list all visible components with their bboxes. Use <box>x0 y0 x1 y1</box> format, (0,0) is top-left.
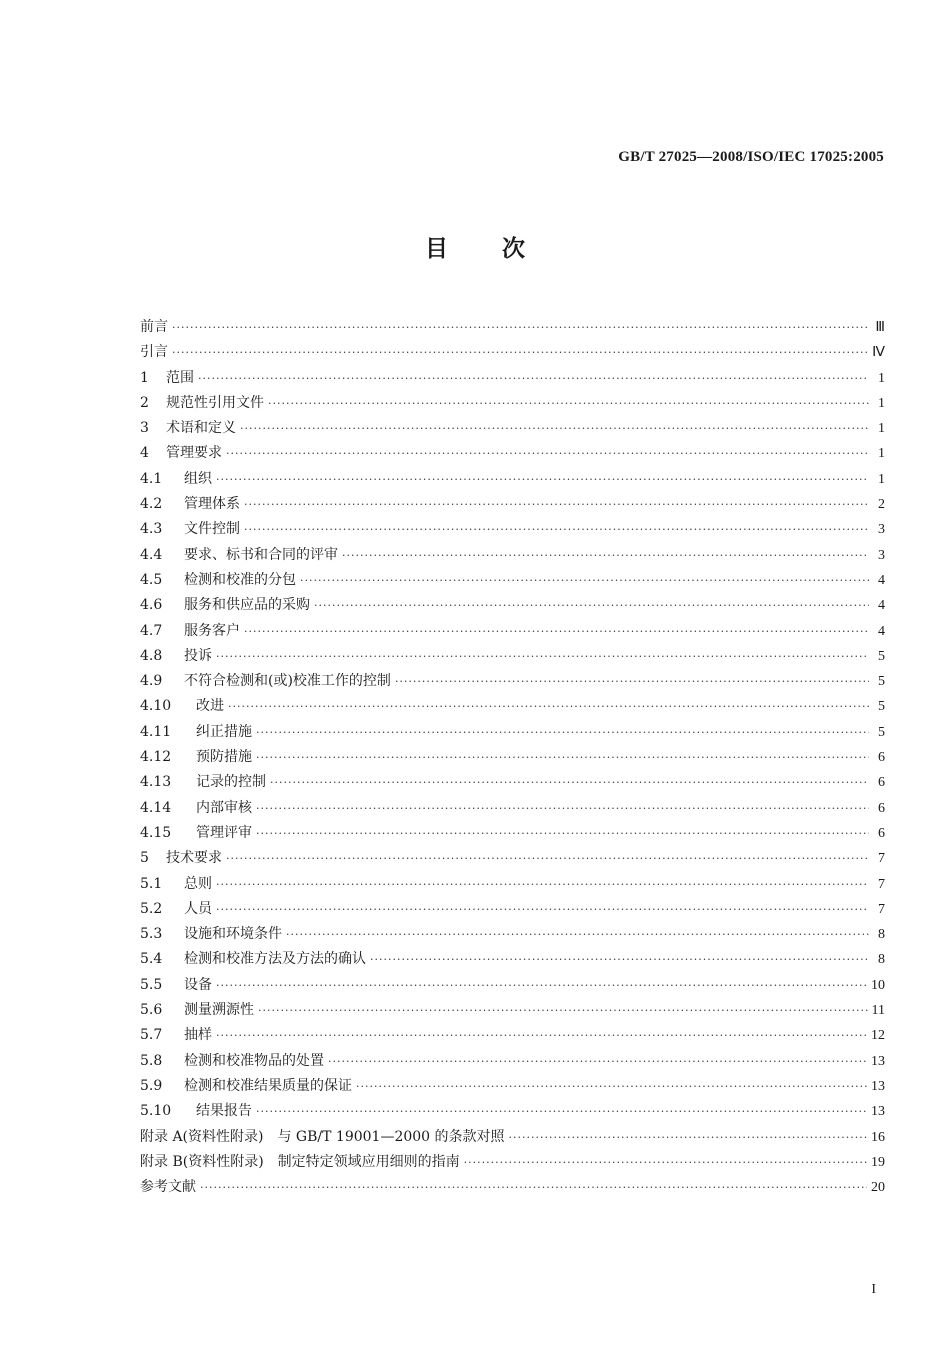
toc-entry-number: 5.6 <box>140 1002 163 1019</box>
toc-entry-number: 5.2 <box>140 900 163 917</box>
toc-entry[interactable] <box>140 391 885 416</box>
toc-entry-title: 检测和校准的分包 <box>184 571 296 588</box>
toc-entry-page: 6 <box>878 750 885 766</box>
toc-entry-title: 参考文献 <box>140 1179 196 1196</box>
toc-entry-number: 4.2 <box>140 496 163 513</box>
toc-entry-title: 规范性引用文件 <box>166 394 264 411</box>
toc-entry-number: 4.3 <box>140 521 163 538</box>
toc-entry[interactable] <box>140 1023 885 1048</box>
toc-dot-leader <box>268 391 869 416</box>
toc-entry[interactable] <box>140 720 885 745</box>
toc-entry-title: 检测和校准结果质量的保证 <box>184 1077 352 1094</box>
toc-entry-title: 设备 <box>184 976 212 993</box>
toc-entry-page: 6 <box>878 825 885 841</box>
toc-entry-page: 7 <box>878 876 885 892</box>
toc-entry-page: 1 <box>878 395 885 411</box>
toc-dot-leader <box>200 1175 867 1200</box>
toc-entry-page: 20 <box>871 1180 885 1196</box>
toc-entry-page: Ⅲ <box>875 320 885 335</box>
toc-entry-title: 记录的控制 <box>196 774 266 791</box>
toc-entry-title: 前言 <box>140 319 168 335</box>
toc-dot-leader <box>216 467 869 492</box>
toc-entry[interactable] <box>140 366 885 391</box>
toc-entry-title: 内部审核 <box>196 799 252 816</box>
toc-entry-number: 4.9 <box>140 673 163 690</box>
toc-dot-leader <box>244 492 869 517</box>
toc-dot-leader <box>342 543 869 568</box>
toc-entry-title: 改进 <box>196 698 224 715</box>
toc-entry-title: 纠正措施 <box>196 723 252 740</box>
toc-entry-page: 4 <box>878 623 885 639</box>
toc-dot-leader <box>226 846 869 871</box>
toc-entry-number: 4 <box>140 445 149 462</box>
toc-entry-title: 人员 <box>184 900 212 917</box>
toc-entry-page: 5 <box>878 724 885 740</box>
toc-entry-page: 8 <box>878 952 885 968</box>
toc-entry-page: 1 <box>878 471 885 487</box>
toc-entry[interactable] <box>140 416 885 441</box>
toc-dot-leader <box>216 897 869 922</box>
toc-entry[interactable] <box>140 619 885 644</box>
toc-dot-leader <box>256 1099 867 1124</box>
toc-entry-number: 4.13 <box>140 774 172 791</box>
toc-entry-number: 4.7 <box>140 622 163 639</box>
toc-dot-leader <box>198 366 869 391</box>
toc-entry-title: 服务和供应品的采购 <box>184 597 310 614</box>
toc-entry[interactable] <box>140 821 885 846</box>
toc-dot-leader <box>509 1125 867 1150</box>
toc-entry[interactable] <box>140 770 885 795</box>
toc-entry-page: 12 <box>871 1028 885 1044</box>
toc-entry-title: 检测和校准方法及方法的确认 <box>184 951 366 968</box>
toc-entry-number: 4.8 <box>140 647 163 664</box>
toc-entry-number: 5 <box>140 850 149 867</box>
toc-entry-number: 5.5 <box>140 976 163 993</box>
toc-entry[interactable] <box>140 315 885 340</box>
toc-dot-leader <box>270 770 869 795</box>
toc-dot-leader <box>370 947 869 972</box>
toc-entry[interactable] <box>140 1150 885 1175</box>
toc-dot-leader <box>256 821 869 846</box>
toc-entry[interactable] <box>140 846 885 871</box>
toc-entry[interactable] <box>140 796 885 821</box>
toc-entry-number: 5.1 <box>140 875 163 892</box>
toc-dot-leader <box>244 517 869 542</box>
toc-dot-leader <box>395 669 869 694</box>
toc-dot-leader <box>256 745 869 770</box>
toc-entry-title: 不符合检测和(或)校准工作的控制 <box>184 673 391 690</box>
toc-entry-number: 1 <box>140 369 149 386</box>
toc-entry-number: 4.5 <box>140 571 163 588</box>
toc-dot-leader <box>240 416 869 441</box>
toc-entry-title: 结果报告 <box>196 1103 252 1120</box>
toc-entry[interactable] <box>140 745 885 770</box>
toc-entry-number: 4.14 <box>140 799 172 816</box>
toc-entry-page: 13 <box>871 1053 885 1069</box>
toc-entry-title: 附录 B(资料性附录) 制定特定领域应用细则的指南 <box>140 1153 460 1170</box>
toc-entry-number: 5.4 <box>140 951 163 968</box>
toc-dot-leader <box>172 315 869 340</box>
toc-entry-page: 7 <box>878 851 885 867</box>
toc-entry-title: 管理要求 <box>166 445 222 462</box>
toc-entry[interactable] <box>140 1125 885 1150</box>
toc-entry-title: 设施和环境条件 <box>184 926 282 943</box>
toc-entry-page: 13 <box>871 1078 885 1094</box>
toc-entry[interactable] <box>140 947 885 972</box>
toc-entry-title: 要求、标书和合同的评审 <box>184 546 338 563</box>
toc-entry-number: 4.15 <box>140 824 172 841</box>
toc-entry-title: 引言 <box>140 344 168 361</box>
toc-entry-page: 6 <box>878 775 885 791</box>
toc-entry-number: 4.11 <box>140 723 172 740</box>
toc-entry-title: 术语和定义 <box>166 420 236 437</box>
toc-entry-number: 4.10 <box>140 698 172 715</box>
toc-entry-page: 1 <box>878 421 885 437</box>
toc-entry-title: 文件控制 <box>184 521 240 538</box>
toc-entry[interactable] <box>140 1074 885 1099</box>
toc-entry[interactable] <box>140 467 885 492</box>
toc-dot-leader <box>216 872 869 897</box>
toc-entry[interactable] <box>140 669 885 694</box>
toc-entry-title: 范围 <box>166 369 194 386</box>
toc-dot-leader <box>244 619 869 644</box>
toc-entry-page: 10 <box>871 977 885 993</box>
toc-entry-page: 7 <box>878 901 885 917</box>
toc-entry-page: 3 <box>878 522 885 538</box>
toc-entry[interactable] <box>140 1175 885 1200</box>
toc-entry-page: 3 <box>878 547 885 563</box>
toc-entry-page: 5 <box>878 648 885 664</box>
toc-dot-leader <box>300 568 869 593</box>
toc-entry-page: 4 <box>878 598 885 614</box>
toc-entry-title: 附录 A(资料性附录) 与 GB/T 19001—2000 的条款对照 <box>140 1128 505 1145</box>
toc-dot-leader <box>256 796 869 821</box>
page-number: I <box>871 1282 876 1297</box>
toc-entry-number: 5.7 <box>140 1027 163 1044</box>
toc-dot-leader <box>286 922 869 947</box>
toc-dot-leader <box>216 1023 867 1048</box>
toc-entry-title: 投诉 <box>184 647 212 664</box>
toc-dot-leader <box>328 1049 867 1074</box>
toc-entry-title: 技术要求 <box>166 850 222 867</box>
toc-entry[interactable] <box>140 1099 885 1124</box>
toc-entry-page: 8 <box>878 927 885 943</box>
toc-dot-leader <box>314 593 869 618</box>
toc-dot-leader <box>216 973 867 998</box>
toc-entry-page: 1 <box>878 370 885 386</box>
toc-entry-title: 管理评审 <box>196 824 252 841</box>
toc-entry-page: 5 <box>878 674 885 690</box>
page-title: 目次 <box>425 235 579 262</box>
toc-entry[interactable] <box>140 922 885 947</box>
toc-entry[interactable] <box>140 1049 885 1074</box>
toc-entry[interactable] <box>140 543 885 568</box>
toc-dot-leader <box>256 720 869 745</box>
toc-entry[interactable] <box>140 593 885 618</box>
toc-entry-number: 4.6 <box>140 597 163 614</box>
toc-entry-page: Ⅳ <box>872 345 885 361</box>
standard-number-header: GB/T 27025—2008/ISO/IEC 17025:2005 <box>618 149 884 165</box>
toc-entry-page: 6 <box>878 800 885 816</box>
toc-entry-page: 2 <box>878 497 885 513</box>
toc-entry-number: 5.3 <box>140 926 163 943</box>
toc-entry-page: 16 <box>871 1129 885 1145</box>
toc-entry[interactable] <box>140 694 885 719</box>
toc-entry-title: 抽样 <box>184 1027 212 1044</box>
toc-entry-number: 5.10 <box>140 1103 172 1120</box>
toc-entry[interactable] <box>140 872 885 897</box>
toc-entry[interactable] <box>140 492 885 517</box>
toc-entry-title: 预防措施 <box>196 749 252 766</box>
toc-entry-title: 管理体系 <box>184 496 240 513</box>
toc-dot-leader <box>228 694 869 719</box>
toc-entry[interactable] <box>140 897 885 922</box>
toc-entry-number: 2 <box>140 394 149 411</box>
toc-entry[interactable] <box>140 340 885 365</box>
toc-entry-page: 11 <box>871 1003 885 1019</box>
toc-dot-leader <box>226 441 869 466</box>
toc-dot-leader <box>258 998 868 1023</box>
toc-entry-number: 5.8 <box>140 1052 163 1069</box>
toc-dot-leader <box>356 1074 867 1099</box>
toc-entry[interactable] <box>140 568 885 593</box>
toc-dot-leader <box>216 644 869 669</box>
table-of-contents <box>140 315 885 1200</box>
toc-entry-number: 4.12 <box>140 749 172 766</box>
toc-entry-title: 总则 <box>184 875 212 892</box>
toc-entry[interactable] <box>140 973 885 998</box>
toc-entry[interactable] <box>140 517 885 542</box>
toc-dot-leader <box>172 340 868 365</box>
toc-entry-title: 检测和校准物品的处置 <box>184 1052 324 1069</box>
toc-entry-page: 19 <box>871 1154 885 1170</box>
toc-entry-page: 1 <box>878 446 885 462</box>
toc-entry[interactable] <box>140 441 885 466</box>
toc-entry[interactable] <box>140 998 885 1023</box>
toc-entry-number: 3 <box>140 420 149 437</box>
toc-entry-page: 5 <box>878 699 885 715</box>
toc-entry[interactable] <box>140 644 885 669</box>
toc-entry-page: 4 <box>878 572 885 588</box>
toc-entry-title: 组织 <box>184 470 212 487</box>
toc-entry-number: 4.1 <box>140 470 163 487</box>
toc-entry-number: 5.9 <box>140 1077 163 1094</box>
toc-entry-page: 13 <box>871 1104 885 1120</box>
toc-entry-title: 测量溯源性 <box>184 1002 254 1019</box>
toc-entry-title: 服务客户 <box>184 622 240 639</box>
toc-dot-leader <box>464 1150 867 1175</box>
toc-entry-number: 4.4 <box>140 546 163 563</box>
